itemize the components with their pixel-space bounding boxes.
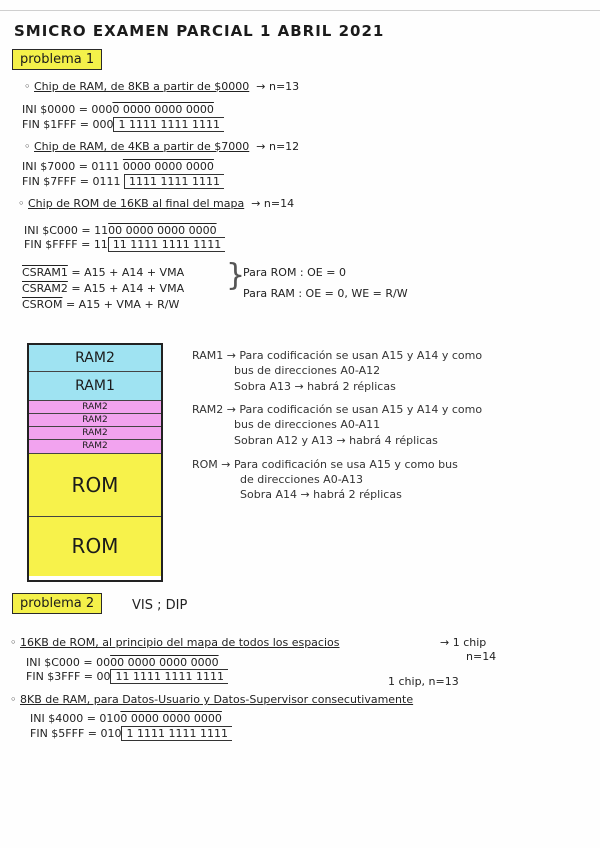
chip1-desc: ◦ Chip de RAM, de 8KB a partir de $0000 → n=13 <box>24 80 300 93</box>
problema-1-label: problema 1 <box>12 49 102 70</box>
chip2-desc-text: Chip de RAM, de 4KB a partir de $7000 <box>34 140 250 153</box>
chip3-desc-text: Chip de ROM de 16KB al final del mapa <box>28 197 245 210</box>
problema-2-label: problema 2 <box>12 593 102 614</box>
note-ram2-b: bus de direcciones A0-A11 <box>234 418 381 431</box>
p2-item2-fin-label: FIN $5FFF = 010 <box>30 727 122 740</box>
top-rule <box>0 10 600 11</box>
problema-2-signals: VIS ; DIP <box>132 598 188 613</box>
cs-ram2-expr: = A15 + A14 + VMA <box>71 282 185 295</box>
map-segment-ram: RAM2 <box>29 440 161 454</box>
p2-item1-fin-bits: 11 1111 1111 1111 <box>110 669 227 684</box>
cs-rom-expr: = A15 + VMA + R/W <box>65 298 180 311</box>
chip2-ini-label: INI $7000 = 0111 <box>22 160 120 173</box>
chip1-fin-label: FIN $1FFF = 000 <box>22 118 114 131</box>
p2-item1-ini <box>26 656 219 669</box>
map-segment-ram: RAM2 <box>29 401 161 414</box>
map-segment-ram: RAM1 <box>29 372 161 401</box>
chip3-n: → n=14 <box>251 197 295 210</box>
chip1-ini <box>22 103 214 116</box>
chip1-fin <box>22 118 224 131</box>
p2-item1-fin <box>26 670 228 683</box>
chip2-desc: ◦ Chip de RAM, de 4KB a partir de $7000 → n=12 <box>24 140 300 153</box>
memory-map <box>27 343 163 582</box>
chip2-fin <box>22 175 224 188</box>
chip3-fin <box>24 238 225 251</box>
p2-item2-fin-bits: 1 1111 1111 1111 <box>121 726 231 741</box>
note-ram2-c: Sobran A12 y A13 → habrá 4 réplicas <box>234 434 438 447</box>
map-segment-rom: ROM <box>29 454 161 517</box>
cs-ram1-eq <box>22 266 184 279</box>
note-ram1-a: RAM1 → Para codificación se usan A15 y A14 y como <box>192 349 483 362</box>
p2-item2-ini-label: INI $4000 = 010 <box>30 712 121 725</box>
para-rom: Para ROM : OE = 0 <box>243 266 346 279</box>
note-ram2-a: RAM2 → Para codificación se usan A15 y A14 y como <box>192 403 483 416</box>
chip1-desc-text: Chip de RAM, de 8KB a partir de $0000 <box>34 80 250 93</box>
note-rom-a: ROM → Para codificación se usa A15 y como bus <box>192 458 458 471</box>
note-ram1-b: bus de direcciones A0-A12 <box>234 364 381 377</box>
chip2-fin-bits: 1111 1111 1111 <box>124 174 224 189</box>
p2-item1-n: → 1 chip <box>440 636 487 649</box>
p2-item1-desc: ◦ 16KB de ROM, al principio del mapa de todos los espacios <box>10 636 340 649</box>
chip1-ini-bits: 0 0000 0000 0000 <box>112 103 214 116</box>
note-rom-c: Sobra A14 → habrá 2 réplicas <box>240 488 402 501</box>
chip1-n: → n=13 <box>256 80 300 93</box>
page-title: SMICRO EXAMEN PARCIAL 1 ABRIL 2021 <box>14 22 385 40</box>
chip2-ini-bits: 0000 0000 0000 <box>122 160 214 173</box>
chip2-n: → n=12 <box>256 140 300 153</box>
p2-item1-ini-bits: 00 0000 0000 0000 <box>110 656 219 669</box>
p2-item1-desc-text: 16KB de ROM, al principio del mapa de todos los espacios <box>20 636 340 649</box>
cs-rom-eq <box>22 298 179 311</box>
map-segment-ram: RAM2 <box>29 427 161 440</box>
cs-rom-name: CSROM <box>22 298 63 311</box>
chip-note: 1 chip, n=13 <box>388 675 459 688</box>
chip2-ini <box>22 160 214 173</box>
chip3-desc: ◦ Chip de ROM de 16KB al final del mapa → n=14 <box>18 197 295 210</box>
cs-ram2-eq <box>22 282 184 295</box>
note-rom-b: de direcciones A0-A13 <box>240 473 363 486</box>
chip3-fin-bits: 11 1111 1111 1111 <box>108 237 225 252</box>
p2-item1-fin-label: FIN $3FFF = 00 <box>26 670 111 683</box>
cs-ram1-name: CSRAM1 <box>22 266 68 279</box>
chip3-ini-label: INI $C000 = 11 <box>24 224 109 237</box>
note-ram1-c: Sobra A13 → habrá 2 réplicas <box>234 380 396 393</box>
brace-icon: } <box>226 258 246 293</box>
chip3-ini-bits: 00 0000 0000 0000 <box>108 224 217 237</box>
p2-item1-ini-label: INI $C000 = 00 <box>26 656 111 669</box>
cs-ram2-name: CSRAM2 <box>22 282 68 295</box>
map-segment-ram: RAM2 <box>29 345 161 372</box>
para-ram: Para RAM : OE = 0, WE = R/W <box>243 287 408 300</box>
cs-ram1-expr: = A15 + A14 + VMA <box>71 266 185 279</box>
p2-item2-ini <box>30 712 222 725</box>
map-segment-ram: RAM2 <box>29 414 161 427</box>
chip3-fin-label: FIN $FFFF = 11 <box>24 238 108 251</box>
p2-item2-desc-text: 8KB de RAM, para Datos-Usuario y Datos-Supervisor consecutivamente <box>20 693 414 706</box>
map-segment-rom: ROM <box>29 517 161 576</box>
chip1-fin-bits: 1 1111 1111 1111 <box>113 117 223 132</box>
chip3-ini <box>24 224 217 237</box>
chip2-fin-label: FIN $7FFF = 0111 <box>22 175 121 188</box>
p2-item2-desc: ◦ 8KB de RAM, para Datos-Usuario y Datos-Supervisor consecutivamente <box>10 693 414 706</box>
p2-item2-ini-bits: 0 0000 0000 0000 <box>120 712 222 725</box>
p2-item1-n2: n=14 <box>466 650 497 663</box>
chip1-ini-label: INI $0000 = 000 <box>22 103 113 116</box>
p2-item2-fin <box>30 727 232 740</box>
